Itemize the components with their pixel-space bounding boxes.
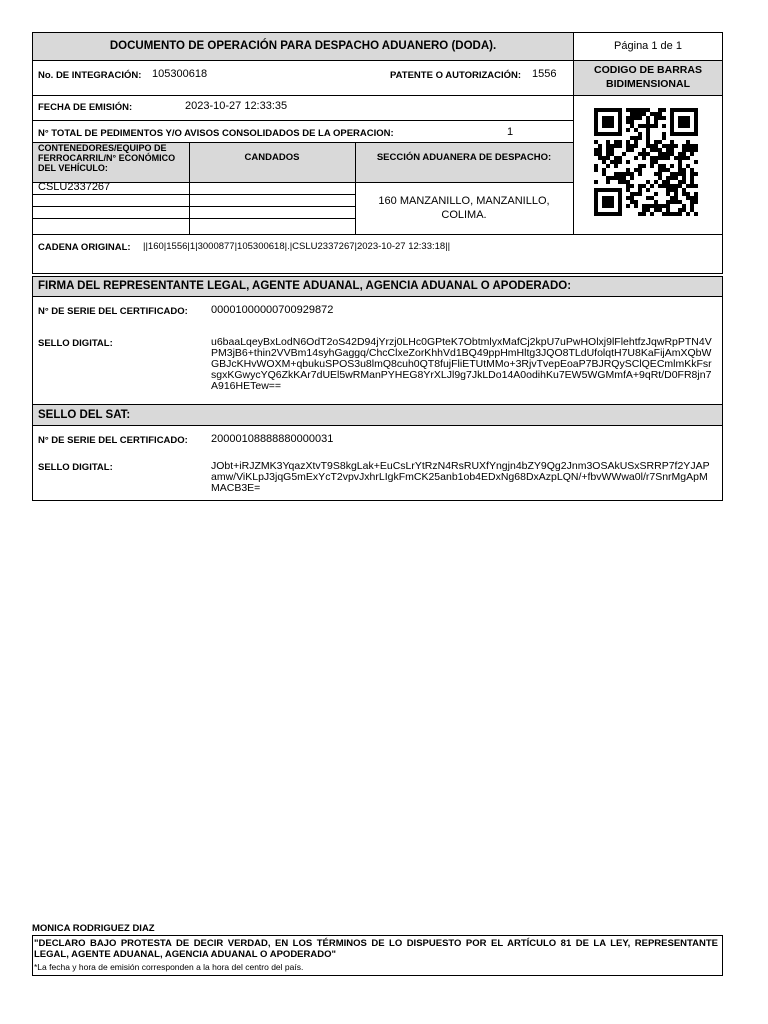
cadena-original-block <box>32 234 723 274</box>
fecha-value: 2023-10-27 12:33:35 <box>185 100 288 112</box>
divider <box>573 95 723 96</box>
patente-label: PATENTE O AUTORIZACIÓN: <box>390 70 522 81</box>
firma-section-body <box>32 296 723 405</box>
firma-sello-value: u6baaLqeyBxLodN6OdT2oS42D94jYrzj0LHc0GPteK7ObtmlyxMafCj2kpU7uPwHOlxj9lFlehtfzJqwRpPTN4VPM3jB6+thin2VVBm14syhGaggq/ChcClxeZorKhhVd1BQ49ppHmHltg3JQO8TLdUfolqtH7U8KaFijAmXQbWGBJcKHvWOXM+qbukuSPOS3u8lmQ8cuh0QT8fujFliETUtMMo+3RjvTvepEoaP7BJRQySClQECmlmKkFsrsgxKGwycYQ6ZkKAr7dUEl5wRManPYHEG8YrXLJl9g7JkLDo14A0odihKu7EW5WGMmfA+9qRt/D0FR8jn7A916HETew== <box>211 336 712 392</box>
cadena-label: CADENA ORIGINAL: <box>38 242 131 253</box>
row-divider <box>32 218 355 219</box>
integracion-label: No. DE INTEGRACIÓN: <box>38 70 142 81</box>
row-divider <box>32 206 355 207</box>
total-label: N° TOTAL DE PEDIMENTOS Y/O AVISOS CONSOLIDADOS DE LA OPERACION: <box>38 128 394 139</box>
col-divider <box>355 142 356 235</box>
row-divider <box>32 194 355 195</box>
candados-header: CANDADOS <box>244 152 300 163</box>
timezone-note: *La fecha y hora de emisión corresponden a la hora del centro del país. <box>34 962 304 972</box>
signer-name: MONICA RODRIGUEZ DIAZ <box>32 923 155 934</box>
firma-title: FIRMA DEL REPRESENTANTE LEGAL, AGENTE ADUANAL, AGENCIA ADUANAL O APODERADO: <box>38 280 572 292</box>
contenedores-header: CONTENEDORES/EQUIPO DE FERROCARRIL/N° ECONÓMICO DEL VEHÍCULO: <box>38 143 176 173</box>
page-number-cell <box>573 32 723 61</box>
declaration-text: "DECLARO BAJO PROTESTA DE DECIR VERDAD, EN LOS TÉRMINOS DE LO DISPUESTO POR EL ARTÍCULO 81 DE LA LEY, REPRESENTANTE LEGAL, AGENTE ADUANAL, AGENCIA ADUANAL O APODERADO" <box>34 938 718 960</box>
firma-section-header <box>32 276 723 297</box>
cadena-value: ||160|1556|1|3000877|105300618|.|CSLU2337267|2023-10-27 12:33:18|| <box>143 241 451 252</box>
sat-serie-label: N° DE SERIE DEL CERTIFICADO: <box>38 435 188 446</box>
seccion-header: SECCIÓN ADUANERA DE DESPACHO: <box>376 152 552 163</box>
sat-section-header <box>32 404 723 426</box>
qr-code-image <box>594 107 698 217</box>
page-number: Página 1 de 1 <box>614 40 682 52</box>
integracion-value: 105300618 <box>152 68 208 80</box>
declaration-box <box>32 935 723 976</box>
document-title: DOCUMENTO DE OPERACIÓN PARA DESPACHO ADUANERO (DODA). <box>109 40 497 52</box>
divider <box>32 120 574 121</box>
divider <box>32 95 574 96</box>
firma-serie-label: N° DE SERIE DEL CERTIFICADO: <box>38 306 188 317</box>
firma-serie-value: 00001000000700929872 <box>211 304 334 316</box>
sat-section-body <box>32 425 723 501</box>
firma-sello-label: SELLO DIGITAL: <box>38 338 113 349</box>
contenedor-row: CSLU2337267 <box>38 181 111 193</box>
seccion-value: 160 MANZANILLO, MANZANILLO, COLIMA. <box>378 195 550 221</box>
fecha-label: FECHA DE EMISIÓN: <box>38 102 133 113</box>
total-value: 1 <box>507 126 514 138</box>
patente-value: 1556 <box>532 68 557 80</box>
divider <box>32 182 574 183</box>
barcode-label: CODIGO DE BARRAS BIDIMENSIONAL <box>574 61 722 95</box>
sat-serie-value: 20000108888880000031 <box>211 433 334 445</box>
sat-sello-value: JObt+iRJZMK3YqazXtvT9S8kgLak+EuCsLrYtRzN4RsRUXfYngjn4bZY9Qg2Jnm3OSAkUSxSRRP7f2YJAPamw/ViKLpJ3jqG5mExYcT2vpvJxhrLIgkFmCK25anb1ob4EDxNg68DxAzpLQN/+fbvWWwa0l/r7SnrMgApMMACB3E= <box>211 460 710 494</box>
col-divider <box>189 142 190 235</box>
sat-title: SELLO DEL SAT: <box>38 409 131 421</box>
document-title-cell <box>32 32 574 61</box>
sat-sello-label: SELLO DIGITAL: <box>38 462 113 473</box>
